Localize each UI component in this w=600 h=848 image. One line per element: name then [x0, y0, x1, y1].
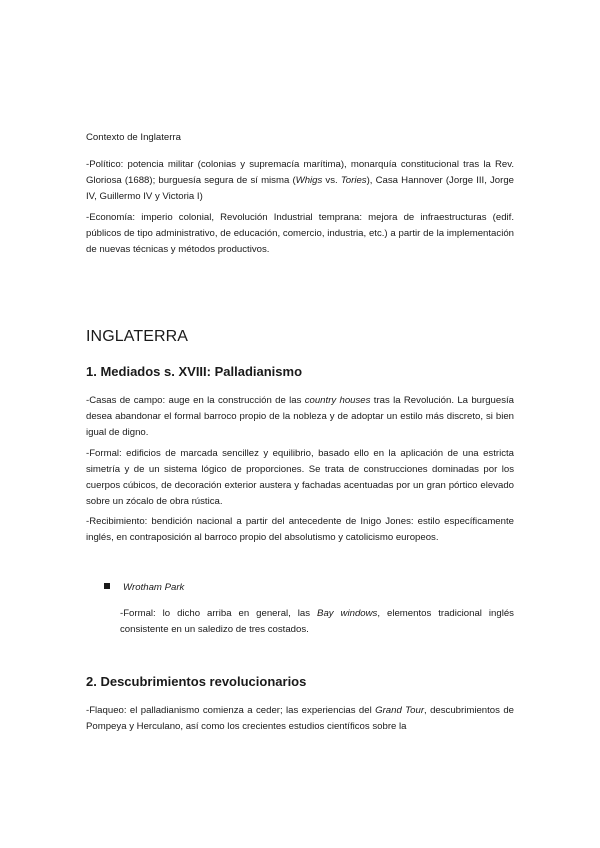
context-title: Contexto de Inglaterra — [86, 132, 181, 143]
flaqueo-text-2: , descubrimientos de Pompeya y Herculano, así como los crecientes estudios científicos sobre la — [86, 705, 514, 732]
main-title: INGLATERRA — [86, 328, 189, 345]
politico-text-2: vs. — [322, 175, 341, 186]
casas-text-1: -Casas de campo: auge en la construcción de las — [86, 395, 305, 406]
casas-emphasis-country-houses: country houses — [304, 395, 371, 406]
section1-heading: 1. Mediados s. XVIII: Palladianismo — [86, 364, 303, 379]
flaqueo-paragraph — [86, 703, 514, 735]
politico-text-3: ), Casa Hannover (Jorge III, Jorge IV, Guillermo IV y Victoria I) — [86, 175, 514, 202]
square-bullet-icon — [104, 583, 110, 589]
flaqueo-emphasis-grand-tour: Grand Tour — [375, 705, 425, 716]
wrotham-text-2: , elementos tradicional inglés consistente en un saledizo de tres costados. — [120, 608, 514, 635]
wrotham-text-1: -Formal: lo dicho arriba en general, las — [120, 608, 318, 619]
bullet-label: Wrotham Park — [123, 582, 185, 593]
wrotham-emphasis-bay-windows: Bay windows — [317, 608, 378, 619]
context-politico-paragraph — [86, 157, 514, 205]
casas-text-2: tras la Revolución. La burguesía desea abandonar el formal barroco propio de la nobleza y de adoptar un estilo más discreto, si bien igual de digno. — [86, 395, 515, 438]
recibimiento-paragraph: -Recibimiento: bendición nacional a partir del antecedente de Inigo Jones: estilo específicamente inglés, en contraposición al barroco propio del absolutismo y catolicismo europeos. — [86, 516, 514, 543]
politico-emphasis-whigs: Whigs — [295, 175, 323, 186]
wrotham-formal-paragraph — [120, 606, 514, 638]
bullet-item-wrotham-park — [104, 577, 514, 595]
casas-paragraph — [86, 393, 514, 441]
formal-paragraph: -Formal: edificios de marcada sencillez y equilibrio, basado ello en la aplicación de una estricta simetría y de un sistema lógico de proporciones. Se trata de construcciones dominadas por los cuerpos cúbicos, de decoración exterior austera y fachadas acentuadas por un gran pórtico elevado sobre un zócalo de obra rústica. — [86, 448, 514, 507]
context-economia-paragraph: -Economía: imperio colonial, Revolución Industrial temprana: mejora de infraestructuras (edif. públicos de tipo administrativo, de educación, comercio, industria, etc.) a partir de la implementación de nuevas técnicas y métodos productivos. — [86, 212, 514, 255]
politico-emphasis-tories: Tories — [340, 175, 367, 186]
politico-text-1: -Político: potencia militar (colonias y supremacía marítima), monarquía constitucional tras la Rev. Gloriosa (1688); burguesía segura de sí misma ( — [86, 159, 514, 186]
flaqueo-text-1: -Flaqueo: el palladianismo comienza a ceder; las experiencias del — [86, 705, 376, 716]
section2-heading: 2. Descubrimientos revolucionarios — [86, 674, 307, 689]
